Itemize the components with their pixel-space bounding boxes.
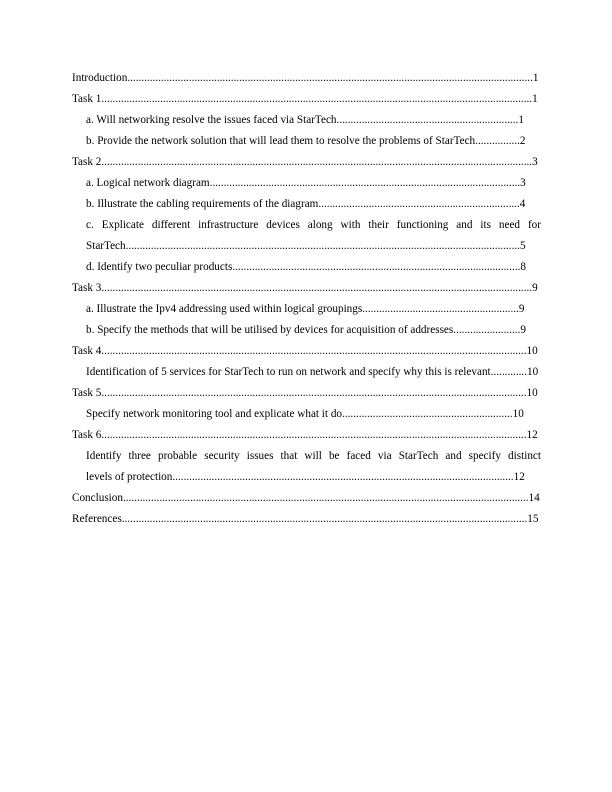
toc-entry-page: 3 <box>532 156 538 168</box>
toc-entry-page: 12 <box>513 471 525 483</box>
toc-leader-dots: ................................................................. <box>336 114 519 126</box>
toc-entry-title: References <box>72 513 122 525</box>
toc-entry-title: b. Specify the methods that will be utilised by devices for acquisition of addresses <box>86 324 454 336</box>
toc-entry-title: Task 6 <box>72 429 102 441</box>
toc-entry-task-2c[interactable] <box>86 240 527 253</box>
toc-leader-dots: ........................................................................................................................................................ <box>101 387 527 399</box>
toc-leader-dots: ................................................................................................................................................. <box>122 492 529 504</box>
toc-leader-dots: ................ <box>475 135 520 147</box>
toc-entry-page: 10 <box>512 408 524 420</box>
toc-entry-page: 14 <box>528 492 540 504</box>
toc-entry-task-4-services[interactable] <box>86 366 541 379</box>
toc-entry-title: Introduction <box>72 72 128 84</box>
toc-entry-task-2a[interactable] <box>86 177 527 190</box>
toc-leader-dots: .......................................................................................................................................................... <box>101 282 533 294</box>
toc-entry-task-2d[interactable] <box>86 261 527 274</box>
toc-entry-page: 3 <box>520 177 526 189</box>
toc-entry-task-6[interactable] <box>72 429 541 442</box>
toc-entry-task-6-security[interactable] <box>86 471 527 484</box>
toc-entry-page: 9 <box>532 282 538 294</box>
toc-entry-title: levels of protection <box>86 471 173 483</box>
toc-entry-page: 8 <box>520 261 526 273</box>
toc-leader-dots: .......................................................................................................................... <box>172 471 514 483</box>
toc-entry-task-1a[interactable] <box>86 114 527 127</box>
toc-entry-title: Task 5 <box>72 387 102 399</box>
toc-entry-page: 10 <box>526 345 538 357</box>
toc-leader-dots: ........................................................................ <box>318 198 520 210</box>
toc-leader-dots: ....................................................................................................... <box>232 261 521 273</box>
toc-entry-task-4[interactable] <box>72 345 541 358</box>
toc-entry-title: Task 1 <box>72 93 102 105</box>
toc-entry-title: d. Identify two peculiar products <box>86 261 233 273</box>
toc-entry-title: b. Illustrate the cabling requirements of the diagram <box>86 198 319 210</box>
toc-leader-dots: .......................................................................................................................................................... <box>101 93 533 105</box>
toc-entry-title: Task 4 <box>72 345 102 357</box>
toc-entry-introduction[interactable] <box>72 72 541 85</box>
toc-leader-dots: ............................................................................................................................................. <box>125 240 520 252</box>
toc-leader-dots: ........................ <box>453 324 521 336</box>
toc-entry-task-5-monitoring[interactable] <box>86 408 527 421</box>
toc-entry-task-2b[interactable] <box>86 198 527 211</box>
toc-entry-page: 12 <box>526 429 538 441</box>
toc-leader-dots: .......................................................................................................................................................... <box>101 156 533 168</box>
toc-leader-dots: ............. <box>490 366 528 378</box>
toc-entry-page: 15 <box>527 513 539 525</box>
toc-entry-page: 10 <box>527 366 539 378</box>
toc-leader-dots: ........................................................ <box>362 303 519 315</box>
toc-entry-title: a. Logical network diagram <box>86 177 210 189</box>
toc-leader-dots: ................................................................................................................................................. <box>121 513 528 525</box>
toc-entry-title: StarTech <box>86 240 126 252</box>
toc-entry-title: Task 2 <box>72 156 102 168</box>
toc-entry-title: Identification of 5 services for StarTech to run on network and specify why this is relevant <box>86 366 491 378</box>
toc-entry-page: 9 <box>518 303 525 315</box>
toc-entry-references[interactable] <box>72 513 541 526</box>
toc-entry-title: a. Will networking resolve the issues faced via StarTech <box>86 114 337 126</box>
toc-entry-title: Conclusion <box>72 492 123 504</box>
toc-entry-page: 1 <box>532 93 538 105</box>
toc-entry-page: 2 <box>519 135 526 147</box>
toc-entry-task-5[interactable] <box>72 387 541 400</box>
toc-entry-page: 5 <box>519 240 526 252</box>
toc-leader-dots: ........................................................................................................................................................ <box>101 345 527 357</box>
toc-entry-task-6-security-line1[interactable]: Identify three probable security issues that will be faced via StarTech and specify distinct <box>86 450 541 462</box>
toc-leader-dots: ................................................................................................................................................. <box>127 72 533 84</box>
toc-entry-task-3a[interactable] <box>86 303 527 316</box>
toc-entry-page: 1 <box>532 72 539 84</box>
toc-entry-task-2[interactable] <box>72 156 541 169</box>
toc-leader-dots: ............................................................................................................... <box>209 177 521 189</box>
toc-entry-task-3b[interactable] <box>86 324 527 337</box>
toc-entry-page: 4 <box>519 198 526 210</box>
toc-entry-title: Specify network monitoring tool and explicate what it do <box>86 408 343 420</box>
toc-entry-task-3[interactable] <box>72 282 541 295</box>
toc-entry-page: 1 <box>518 114 524 126</box>
toc-entry-task-2c-line1[interactable]: c. Explicate different infrastructure devices along with their functioning and its need for <box>86 219 541 231</box>
toc-entry-conclusion[interactable] <box>72 492 541 505</box>
toc-entry-title: b. Provide the network solution that will lead them to resolve the problems of StarTech <box>86 135 476 147</box>
toc-leader-dots: ............................................................. <box>342 408 513 420</box>
toc-entry-task-1[interactable] <box>72 93 541 106</box>
toc-entry-task-1b[interactable] <box>86 135 527 148</box>
toc-entry-title: a. Illustrate the Ipv4 addressing used within logical groupings <box>86 303 363 315</box>
toc-entry-page: 9 <box>520 324 526 336</box>
toc-entry-page: 10 <box>526 387 538 399</box>
toc-entry-title: Task 3 <box>72 282 102 294</box>
toc-leader-dots: ........................................................................................................................................................ <box>101 429 527 441</box>
